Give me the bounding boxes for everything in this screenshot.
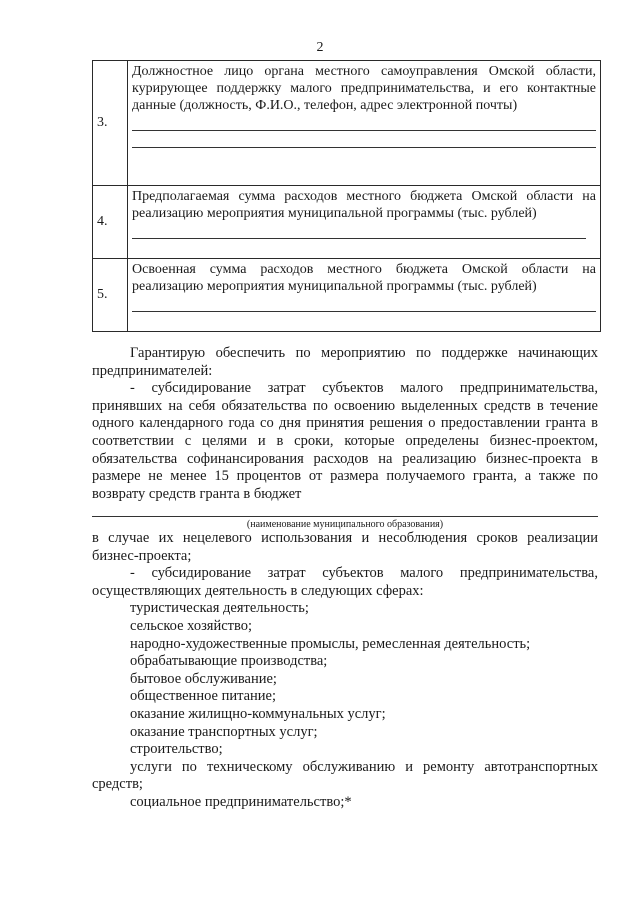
page-number: 2 bbox=[316, 40, 324, 55]
table-row bbox=[93, 61, 601, 186]
row-number: 4. bbox=[93, 186, 128, 259]
row-label: Предполагаемая сумма расходов местного бюджета Омской области на реализацию мероприятия муниципальной программы (тыс. рублей) bbox=[132, 189, 596, 221]
fill-line bbox=[132, 295, 596, 312]
paragraph: в случае их нецелевого использования и несоблюдения сроков реализации бизнес-проекта; bbox=[92, 530, 598, 564]
row-number: 5. bbox=[93, 259, 128, 332]
fill-line bbox=[132, 114, 596, 131]
fill-line bbox=[132, 222, 586, 239]
row-label: Должностное лицо органа местного самоуправления Омской области, курирующее поддержку малого предпринимательства, и его контактные данные (должность, Ф.И.О., телефон, адрес электронной почты) bbox=[132, 64, 596, 113]
paragraph: Гарантирую обеспечить по мероприятию по поддержке начинающих предпринимателей: bbox=[92, 345, 598, 379]
table-row bbox=[93, 186, 601, 259]
list-item: услуги по техническому обслуживанию и ремонту автотранспортных средств; bbox=[92, 758, 598, 793]
row-content bbox=[128, 186, 601, 259]
list-item: обрабатывающие производства; bbox=[130, 653, 328, 670]
list-item: оказание транспортных услуг; bbox=[130, 723, 318, 740]
row-content bbox=[128, 259, 601, 332]
list-item: общественное питание; bbox=[130, 688, 277, 705]
row-label: Освоенная сумма расходов местного бюджета Омской области на реализацию мероприятия муниципальной программы (тыс. рублей) bbox=[132, 262, 596, 294]
municipality-field bbox=[92, 512, 598, 530]
list-item: бытовое обслуживание; bbox=[130, 670, 277, 687]
row-content bbox=[128, 61, 601, 186]
info-table bbox=[92, 60, 601, 332]
paragraph: - субсидирование затрат субъектов малого предпринимательства, принявших на себя обязательства по освоению выделенных средств в течение одного календарного года со дня принятия решения о предоставлении гранта в соответствии с целями и в сроки, которые определены бизнес-проектом, обязательства софинансирования расходов на реализацию бизнес-проекта в размере не менее 15 процентов от размера получаемого гранта, а также по возврату средств гранта в бюджет bbox=[92, 380, 598, 502]
row-number: 3. bbox=[93, 61, 128, 186]
continuation-text bbox=[92, 530, 598, 812]
list-item: оказание жилищно-коммунальных услуг; bbox=[130, 705, 386, 722]
table-row bbox=[93, 259, 601, 332]
paragraph: - субсидирование затрат субъектов малого предпринимательства, осуществляющих деятельность в следующих сферах: bbox=[92, 565, 598, 599]
list-item: туристическая деятельность; bbox=[130, 600, 309, 617]
fill-line bbox=[132, 131, 596, 148]
list-item: сельское хозяйство; bbox=[130, 617, 253, 634]
guarantee-text bbox=[92, 345, 598, 503]
list-item: строительство; bbox=[130, 741, 223, 758]
list-item: социальное предпринимательство;* bbox=[130, 793, 352, 810]
list-item: народно-художественные промыслы, ремесленная деятельность; bbox=[130, 635, 531, 652]
field-caption: (наименование муниципального образования) bbox=[246, 519, 444, 530]
fill-line bbox=[92, 512, 598, 517]
